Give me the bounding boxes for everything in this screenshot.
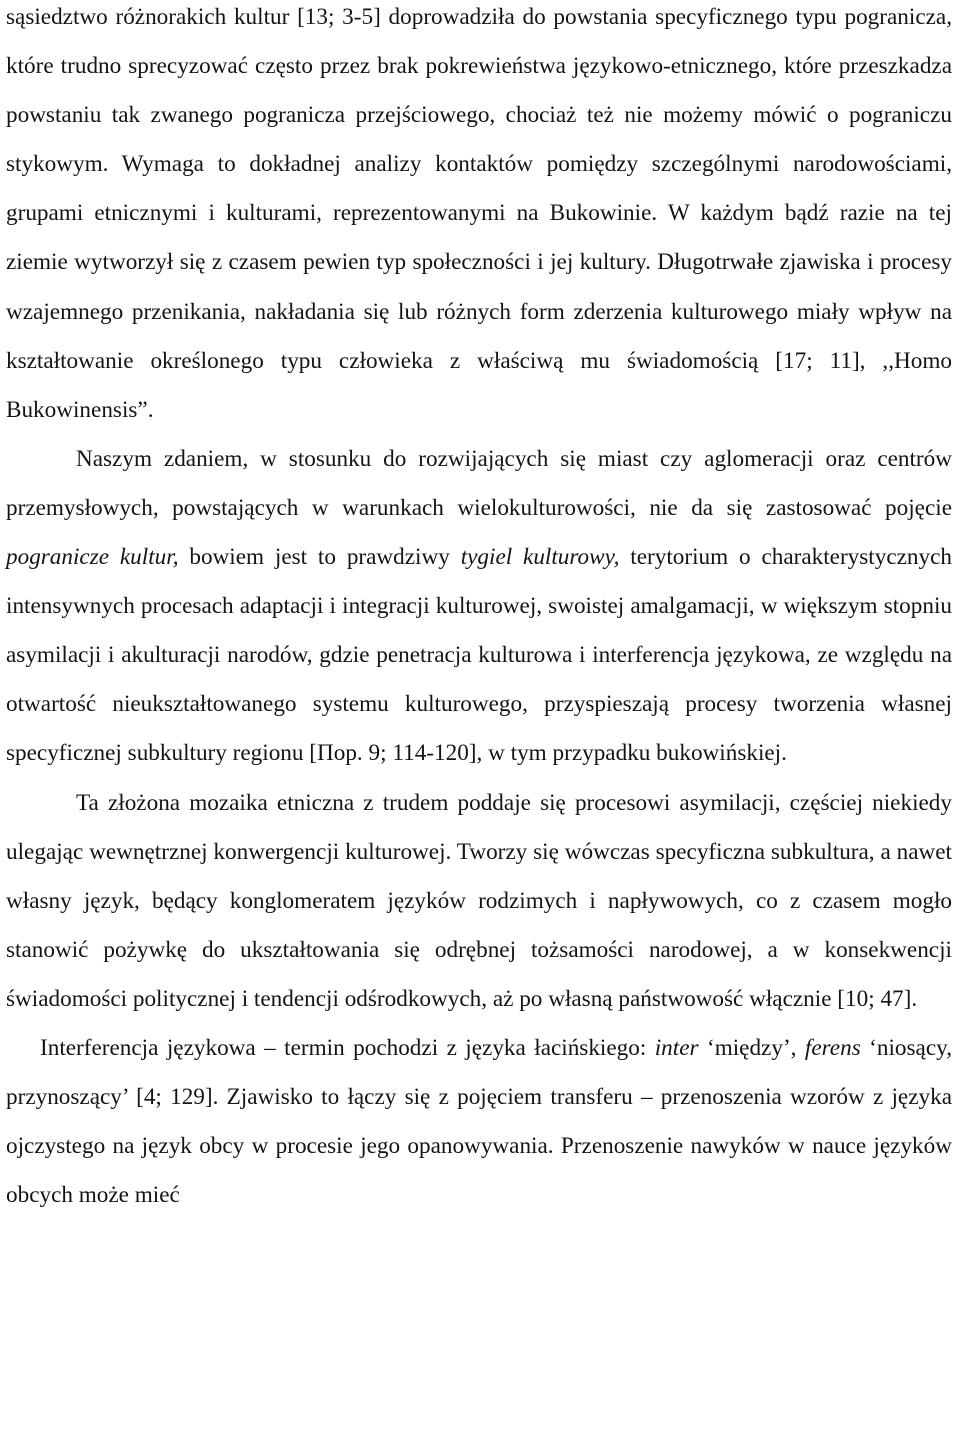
paragraph-2-text-c: terytorium o charakterystycznych intensywnych procesach adaptacji i integracji kulturowej, swoistej amalgamacji, w większym stopniu asymilacji i akulturacji narodów, gdzie penetracja kulturowa i interferencja językowa, ze względu na otwartość nieukształtowanego systemu kulturowego, przyspieszają procesy tworzenia własnej specyficznej subkultury regionu [Пор. 9; 114-120], w tym przypadku bukowińskiej. [6,544,952,767]
paragraph-4-italic-inter: inter [654,1034,699,1061]
paragraph-1-text: sąsiedztwo różnorakich kultur [13; 3-5] doprowadziła do powstania specyficznego typu pogranicza, które trudno sprecyzować często przez brak pokrewieństwa językowo-etnicznego, które przeszkadza powstaniu tak zwanego pogranicza przejściowego, chociaż też nie możemy mówić o pograniczu stykowym. Wymaga to dokładnej analizy kontaktów pomiędzy szczególnymi narodowościami, grupami etnicznymi i kulturami, reprezentowanymi na Bukowinie. W każdym bądź razie na tej ziemie wytworzył się z czasem pewien typ społeczności i jej kultury. Długotrwałe zjawiska i procesy wzajemnego przenikania, nakładania się lub różnych form zderzenia kulturowego miały wpływ na kształtowanie określonego typu człowieka z właściwą mu świadomością [17; 11], ,,Homo Bukowinensis”. [6,4,952,423]
paragraph-2 [6,435,952,779]
paragraph-3-text: Ta złożona mozaika etniczna z trudem poddaje się procesowi asymilacji, częściej niekiedy ulegając wewnętrznej konwergencji kulturowej. Tworzy się wówczas specyficzna subkultura, a nawet własny język, będący konglomeratem języków rodzimych i napływowych, co z czasem mogło stanowić pożywkę do ukształtowania się odrębnej tożsamości narodowej, a w konsekwencji świadomości politycznej i tendencji odśrodkowych, aż po własną państwowość włącznie [10; 47]. [6,789,952,1012]
paragraph-4-text-b: ‘między’, [698,1034,805,1061]
paragraph-3 [6,779,952,1024]
paragraph-1 [6,0,952,435]
paragraph-2-italic-pogranicze: pogranicze kultur, [6,544,179,571]
paragraph-4-text-a: Interferencja językowa – termin pochodzi z języka łacińskiego: [40,1034,655,1061]
paragraph-2-text-b: bowiem jest to prawdziwy [178,544,461,571]
paragraph-2-italic-tygiel: tygiel kulturowy, [460,544,620,571]
paragraph-4-text-c: ‘niosący, przynoszący’ [4; 129]. Zjawisko to łączy się z pojęciem transferu – przenoszenia wzorów z języka ojczystego na język obcy w procesie jego opanowywania. Przenoszenie nawyków w nauce języków obcych może mieć [6,1034,953,1209]
paragraph-4-italic-ferens: ferens [804,1034,861,1061]
paragraph-2-text-a: Naszym zdaniem, w stosunku do rozwijających się miast czy aglomeracji oraz centrów przemysłowych, powstających w warunkach wielokulturowości, nie da się zastosować pojęcie [6,445,952,521]
paragraph-4 [6,1024,952,1220]
